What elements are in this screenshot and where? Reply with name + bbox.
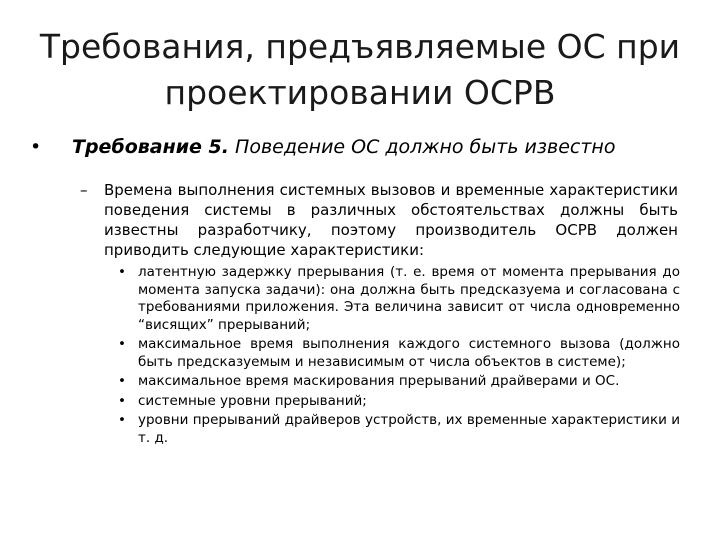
characteristics-list [118,264,680,449]
list-item [118,373,680,391]
list-item-text: максимальное время маскирования прерываний драйверами и ОС. [138,373,620,389]
list-item [118,264,680,334]
requirement-description: Поведение ОС должно быть известно [229,136,616,158]
requirement-text [72,134,615,160]
list-item-text: уровни прерываний драйверов устройств, их временные характеристики и т. д. [138,412,680,446]
bullet-marker: • [118,336,126,352]
sub-item-text: Времена выполнения системных вызовов и временные характеристики поведения системы в различных обстоятельствах должны быть известны разработчику, поэтому производитель ОСРВ должен приводить следующие характеристики: [104,181,678,259]
bullet-marker: • [30,136,42,158]
bullet-marker: • [118,264,126,280]
bullet-marker: • [118,412,126,428]
list-item-text: системные уровни прерываний; [138,392,367,409]
list-item [118,412,680,447]
bullet-marker: • [118,392,126,409]
requirement-label: Требование 5. [72,136,229,158]
slide-title-line-1: Требования, предъявляемые ОС при [39,27,681,66]
bullet-marker: • [118,373,126,389]
dash-marker: – [80,181,88,199]
slide-title [30,24,690,116]
list-item-text: латентную задержку прерывания (т. е. время от момента прерывания до момента запуска задачи): она должна быть предсказуема и согласована с требованиями приложения. Эта величина зависит от числа одновременно “висящих” прерываний; [138,264,680,333]
sub-item [80,180,678,260]
list-item-text: максимальное время выполнения каждого системного вызова (должно быть предсказуемым и независимым от числа объектов в системе); [138,336,680,370]
list-item [118,393,680,411]
slide-title-line-2: проектировании ОСРВ [164,73,556,112]
list-item [118,336,680,371]
